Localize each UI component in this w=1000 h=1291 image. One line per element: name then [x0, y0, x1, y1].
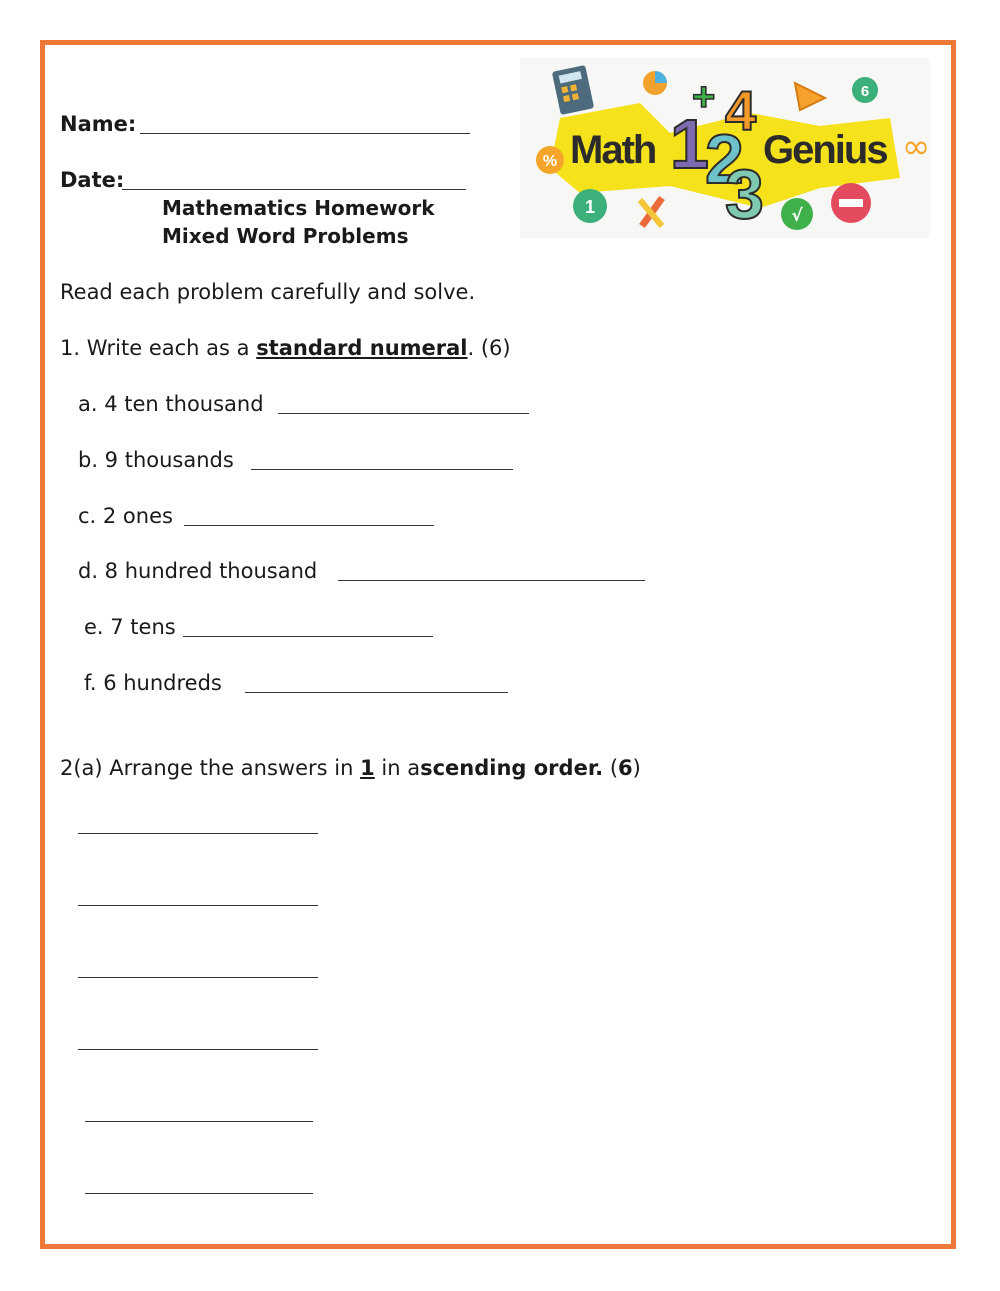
svg-text:%: % — [542, 153, 558, 170]
q1-answer-c[interactable] — [184, 525, 434, 526]
q2-answer-line-1[interactable] — [78, 833, 318, 834]
svg-text:2: 2 — [705, 120, 744, 198]
q2-ref: 1 — [360, 756, 375, 780]
worksheet-subtitle: Mixed Word Problems — [162, 224, 409, 248]
svg-text:3: 3 — [725, 155, 764, 233]
q1-item-b: b. 9 thousands — [78, 448, 234, 472]
worksheet-title: Mathematics Homework — [162, 196, 435, 220]
q1-answer-b[interactable] — [251, 469, 513, 470]
question-2a — [60, 758, 641, 779]
six-badge — [852, 77, 878, 103]
question-1-prefix: 1. Write each as a — [60, 336, 257, 360]
q2-open: ( — [603, 756, 619, 780]
svg-text:1: 1 — [584, 197, 596, 217]
q2-marks: 6 — [618, 756, 633, 780]
q1-item-f: f. 6 hundreds — [84, 671, 222, 695]
pie-chart-icon — [643, 71, 667, 95]
q1-answer-e[interactable] — [183, 636, 433, 637]
q2-bold: scending order. — [420, 756, 604, 780]
q1-answer-a[interactable] — [278, 413, 529, 414]
logo-word-genius: Genius — [763, 128, 887, 172]
infinity-icon: ∞ — [902, 127, 930, 167]
q2-answer-line-3[interactable] — [78, 977, 318, 978]
q1-item-a: a. 4 ten thousand — [78, 392, 264, 416]
date-field[interactable] — [122, 189, 466, 190]
q2-answer-line-2[interactable] — [78, 905, 318, 906]
q1-item-e: e. 7 tens — [84, 615, 176, 639]
q2-answer-line-4[interactable] — [78, 1049, 318, 1050]
question-1-suffix: . (6) — [467, 336, 511, 360]
name-label: Name: — [60, 112, 137, 136]
q1-item-c: c. 2 ones — [78, 504, 173, 528]
date-label: Date: — [60, 168, 125, 192]
q2-close: ) — [632, 756, 641, 780]
square-root-badge — [781, 198, 813, 230]
question-1-emphasis: standard numeral — [256, 336, 468, 360]
math-genius-logo — [520, 58, 930, 238]
q2-prefix: 2(a) Arrange the answers in — [60, 756, 361, 780]
q1-answer-f[interactable] — [245, 692, 508, 693]
q2-answer-line-5[interactable] — [85, 1121, 313, 1122]
svg-text:√: √ — [791, 206, 803, 226]
svg-text:1: 1 — [670, 105, 709, 183]
minus-badge — [831, 183, 871, 223]
name-field[interactable] — [140, 133, 470, 134]
svg-text:6: 6 — [860, 83, 870, 100]
q1-item-d: d. 8 hundred thousand — [78, 559, 318, 583]
one-badge — [573, 189, 607, 223]
instructions: Read each problem carefully and solve. — [60, 280, 476, 304]
svg-text:+: + — [692, 75, 716, 119]
question-1 — [60, 338, 511, 359]
q2-mid: in a — [374, 756, 421, 780]
q2-answer-line-6[interactable] — [85, 1193, 313, 1194]
svg-text:4: 4 — [725, 79, 757, 142]
percent-badge — [536, 146, 564, 174]
logo-word-math: Math — [570, 128, 656, 172]
q1-answer-d[interactable] — [338, 580, 645, 581]
